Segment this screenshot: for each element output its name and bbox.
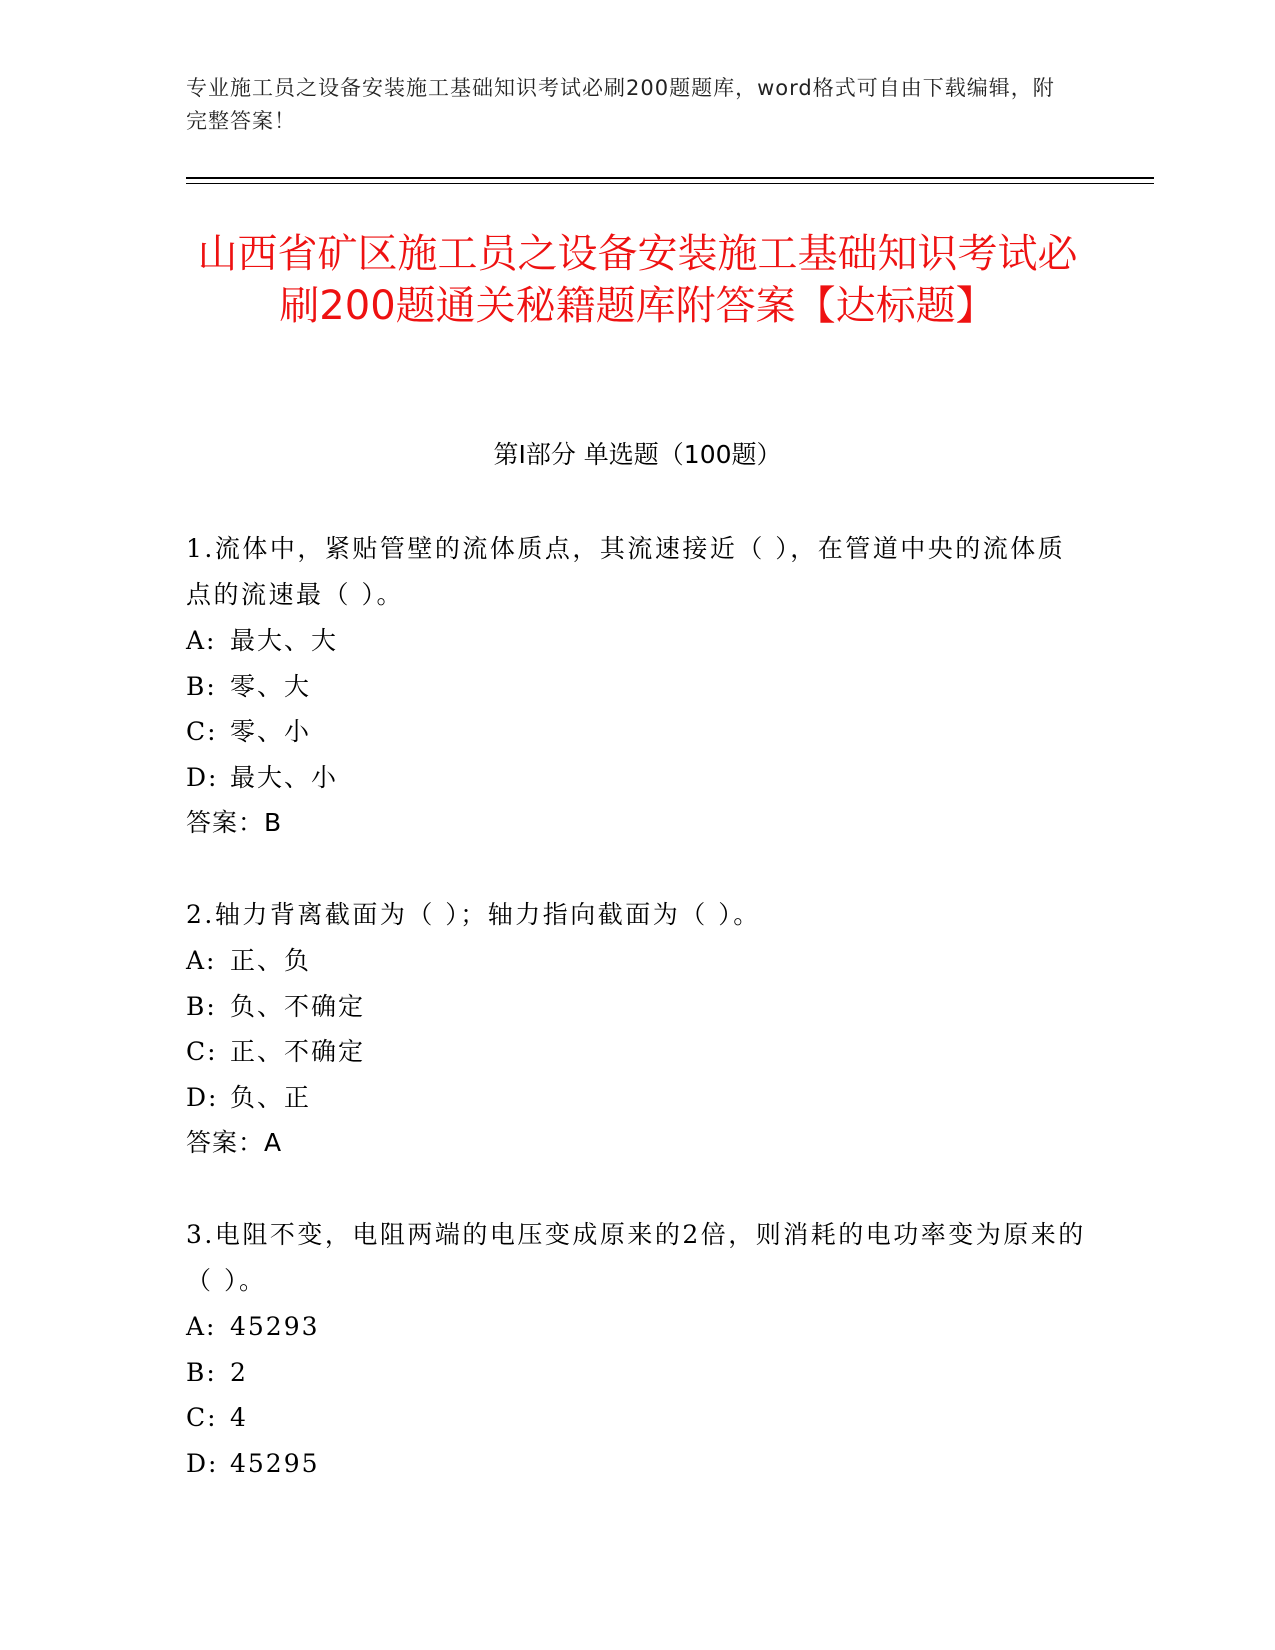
option-key: D: [186, 1448, 219, 1478]
option-key: B: [186, 991, 217, 1021]
option-key: C: [186, 1037, 218, 1066]
question-stem: 2.轴力背离截面为（ ）；轴力指向截面为（ ）。 [186, 900, 761, 929]
header-divider-thin [186, 183, 1154, 184]
header-note: 专业施工员之设备安装施工基础知识考试必刷200题题库，word格式可自由下载编辑，附完整答案！ [186, 76, 1055, 133]
option-c [186, 1029, 1086, 1075]
option-d [186, 1441, 1086, 1487]
option-d [186, 755, 1086, 801]
answer: 答案：A [186, 1128, 283, 1157]
option-key: D: [186, 762, 219, 792]
question-list [186, 526, 1086, 1532]
question-2 [186, 892, 1086, 1166]
option-key: A: [186, 626, 217, 655]
question-3 [186, 1212, 1086, 1486]
option-text: 最大、小 [230, 762, 339, 792]
option-text: 零、小 [230, 717, 312, 746]
option-key: B: [186, 1357, 217, 1387]
option-b [186, 984, 1086, 1030]
option-a [186, 938, 1086, 984]
option-text: 负、不确定 [230, 991, 366, 1021]
option-b [186, 664, 1086, 710]
option-text: 4 [230, 1403, 248, 1432]
section-title: 第I部分 单选题（100题） [493, 440, 782, 469]
option-a [186, 618, 1086, 664]
option-text: 最大、大 [230, 626, 339, 655]
header-divider-thick [186, 177, 1154, 179]
option-key: D: [186, 1082, 219, 1112]
question-1 [186, 526, 1086, 846]
option-d [186, 1075, 1086, 1121]
option-key: B: [186, 671, 217, 701]
option-b [186, 1350, 1086, 1396]
option-key: A: [186, 946, 217, 975]
option-key: C: [186, 1403, 218, 1432]
option-text: 45293 [230, 1312, 320, 1341]
option-a [186, 1304, 1086, 1350]
option-c [186, 709, 1086, 755]
option-text: 45295 [230, 1448, 320, 1478]
question-stem: 1.流体中，紧贴管壁的流体质点，其流速接近（ ），在管道中央的流体质点的流速最（ ）。 [186, 534, 1066, 609]
option-text: 正、负 [230, 946, 312, 975]
option-text: 负、正 [230, 1082, 312, 1112]
option-text: 2 [230, 1357, 248, 1387]
option-c [186, 1395, 1086, 1441]
option-key: C: [186, 717, 218, 746]
answer: 答案：B [186, 808, 283, 837]
option-text: 零、大 [230, 671, 312, 701]
question-stem: 3.电阻不变，电阻两端的电压变成原来的2倍，则消耗的电功率变为原来的（ ）。 [186, 1220, 1086, 1295]
option-key: A: [186, 1312, 217, 1341]
document-title: 山西省矿区施工员之设备安装施工基础知识考试必刷200题通关秘籍题库附答案【达标题】 [197, 231, 1078, 329]
option-text: 正、不确定 [230, 1037, 366, 1066]
